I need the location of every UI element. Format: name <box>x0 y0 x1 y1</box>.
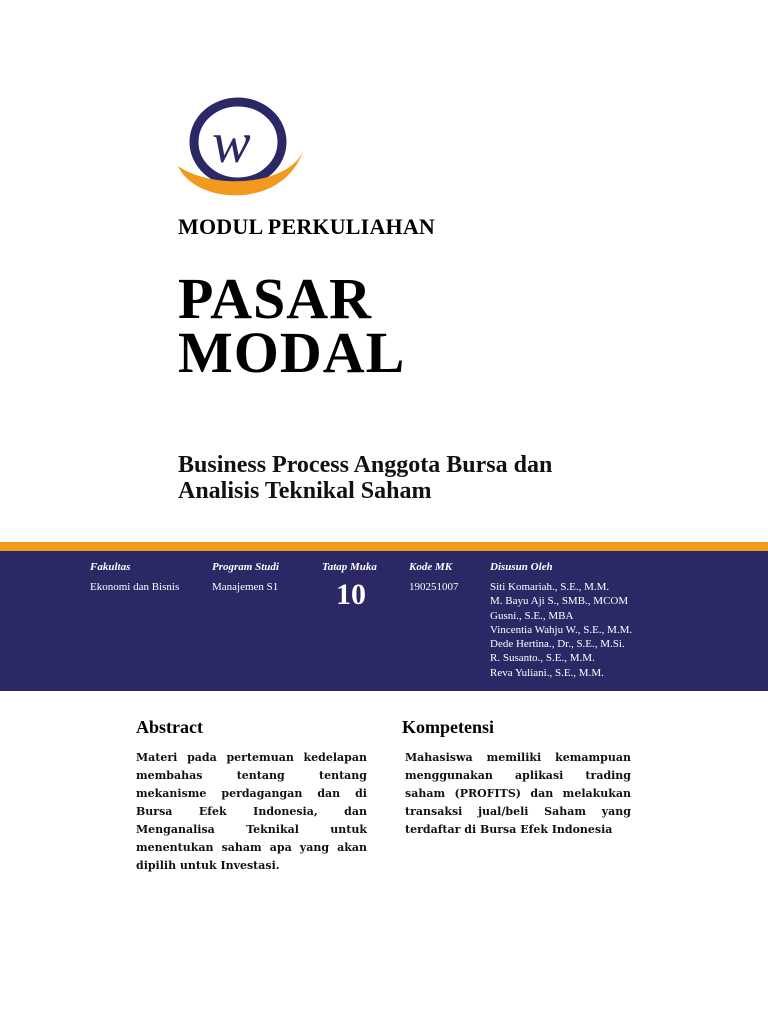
program-studi-label: Program Studi <box>212 561 279 573</box>
subtitle-line-1: Business Process Anggota Bursa dan <box>178 452 553 478</box>
abstract-text: Materi pada pertemuan kedelapan membahas tentang tentang mekanisme perdagangan dan di Bursa Efek Indonesia, dan Menganalisa Teknikal untuk menentukan saham apa yang akan dipilih untuk Investasi. <box>136 751 367 872</box>
course-info-band <box>0 551 768 691</box>
kompetensi-heading: Kompetensi <box>402 717 494 737</box>
kompetensi-text: Mahasiswa memiliki kemampuan menggunakan aplikasi trading saham (PROFITS) dan melakukan transaksi jual/beli Saham yang terdaftar di Bursa Efek Indonesia <box>405 751 631 836</box>
fakultas-column <box>90 560 179 594</box>
program-studi-value: Manajemen S1 <box>212 581 279 593</box>
subtitle-line-2: Analisis Teknikal Saham <box>178 478 432 504</box>
author-name: Dede Hertina., Dr., S.E., M.Si. <box>490 638 625 651</box>
module-label: MODUL PERKULIAHAN <box>178 214 436 239</box>
disusun-oleh-column <box>490 560 632 680</box>
tatap-muka-value: 10 <box>336 578 366 611</box>
author-name: Vincentia Wahju W., S.E., M.M. <box>490 623 633 636</box>
tatap-muka-column <box>322 560 377 612</box>
disusun-oleh-label: Disusun Oleh <box>490 561 553 573</box>
fakultas-value: Ekonomi dan Bisnis <box>90 581 180 593</box>
kode-mk-label: Kode MK <box>409 561 453 573</box>
university-logo-w-icon <box>176 88 308 206</box>
svg-text:w: w <box>212 110 251 175</box>
page-title <box>178 266 406 385</box>
title-line-2: MODAL <box>178 320 406 385</box>
program-studi-column <box>212 560 279 594</box>
author-name: Gusni., S.E., MBA <box>490 609 574 622</box>
kode-mk-column <box>409 560 459 594</box>
abstract-heading: Abstract <box>136 717 203 737</box>
title-line-1: PASAR <box>178 266 373 331</box>
author-name: Reva Yuliani., S.E., M.M. <box>490 666 604 679</box>
page-subtitle <box>178 452 698 504</box>
orange-divider-band <box>0 542 768 551</box>
fakultas-label: Fakultas <box>90 561 131 573</box>
author-name: Siti Komariah., S.E., M.M. <box>490 581 610 593</box>
tatap-muka-label: Tatap Muka <box>322 561 377 573</box>
author-name: M. Bayu Aji S., SMB., MCOM <box>490 595 629 608</box>
kode-mk-value: 190251007 <box>409 581 459 593</box>
author-name: R. Susanto., S.E., M.M. <box>490 652 595 665</box>
